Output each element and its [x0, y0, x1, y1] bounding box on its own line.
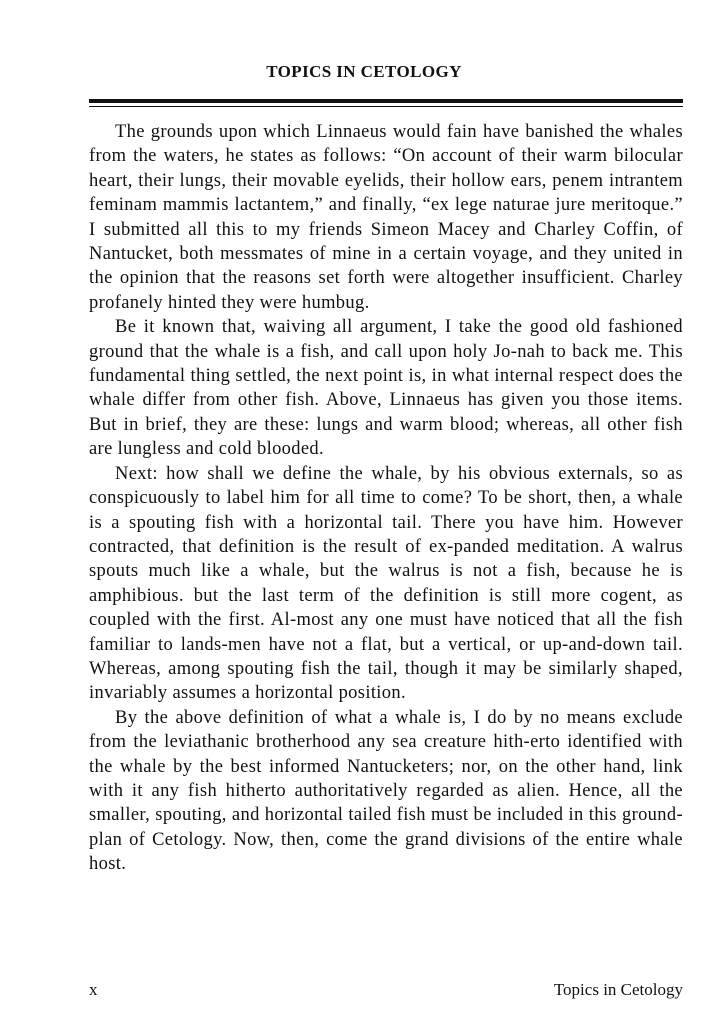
header-rule-thin — [89, 106, 683, 107]
footer-running-title: Topics in Cetology — [553, 980, 683, 999]
paragraph: The grounds upon which Linnaeus would fain have banished the whales from the waters, he states as follows: “On account of their warm bilocular heart, their lungs, their movable eyelids, their hollow ears, penem intrantem feminam mammis lactantem,” and finally, “ex lege naturae jure meritoque.” I submitted all this to my friends Simeon Macey and Charley Coffin, of Nantucket, both messmates of mine in a certain voyage, and they united in the opinion that the reasons set forth were altogether insufficient. Charley profanely hinted they were humbug. — [89, 122, 683, 313]
paragraph: By the above definition of what a whale is, I do by no means exclude from the leviathanic brotherhood any sea creature hith-erto identified with the whale by the best informed Nantucketers; nor, on the other hand, link with it any fish hitherto authoritatively regarded as alien. Hence, all the smaller, spouting, and horizontal tailed fish must be included in this ground-plan of Cetology. Now, then, come the grand divisions of the entire whale host. — [89, 707, 683, 875]
running-head-title: TOPICS IN CETOLOGY — [266, 62, 462, 81]
paragraph: Next: how shall we define the whale, by his obvious externals, so as conspicuously to label him for all time to come? To be short, then, a whale is a spouting fish with a horizontal tail. There you have him. However contracted, that definition is the result of ex-panded meditation. A walrus spouts much like a whale, but the walrus is not a fish, because he is amphibious. but the last term of the definition is still more cogent, as coupled with the first. Al-most any one must have noticed that all the fish familiar to lands-men have not a flat, but a vertical, or up-and-down tail. Whereas, among spouting fish the tail, though it may be similarly shaped, invariably assumes a horizontal position. — [89, 463, 683, 704]
page-number: x — [89, 980, 98, 999]
header-rule-thick — [89, 99, 683, 103]
paragraph: Be it known that, waiving all argument, I take the good old fashioned ground that the whale is a fish, and call upon holy Jo-nah to back me. This fundamental thing settled, the next point is, in what internal respect does the whale differ from other fish. Above, Linnaeus has given you those items. But in brief, they are these: lungs and warm blood; whereas, all other fish are lungless and cold blooded. — [89, 317, 683, 460]
body-text — [89, 120, 683, 877]
